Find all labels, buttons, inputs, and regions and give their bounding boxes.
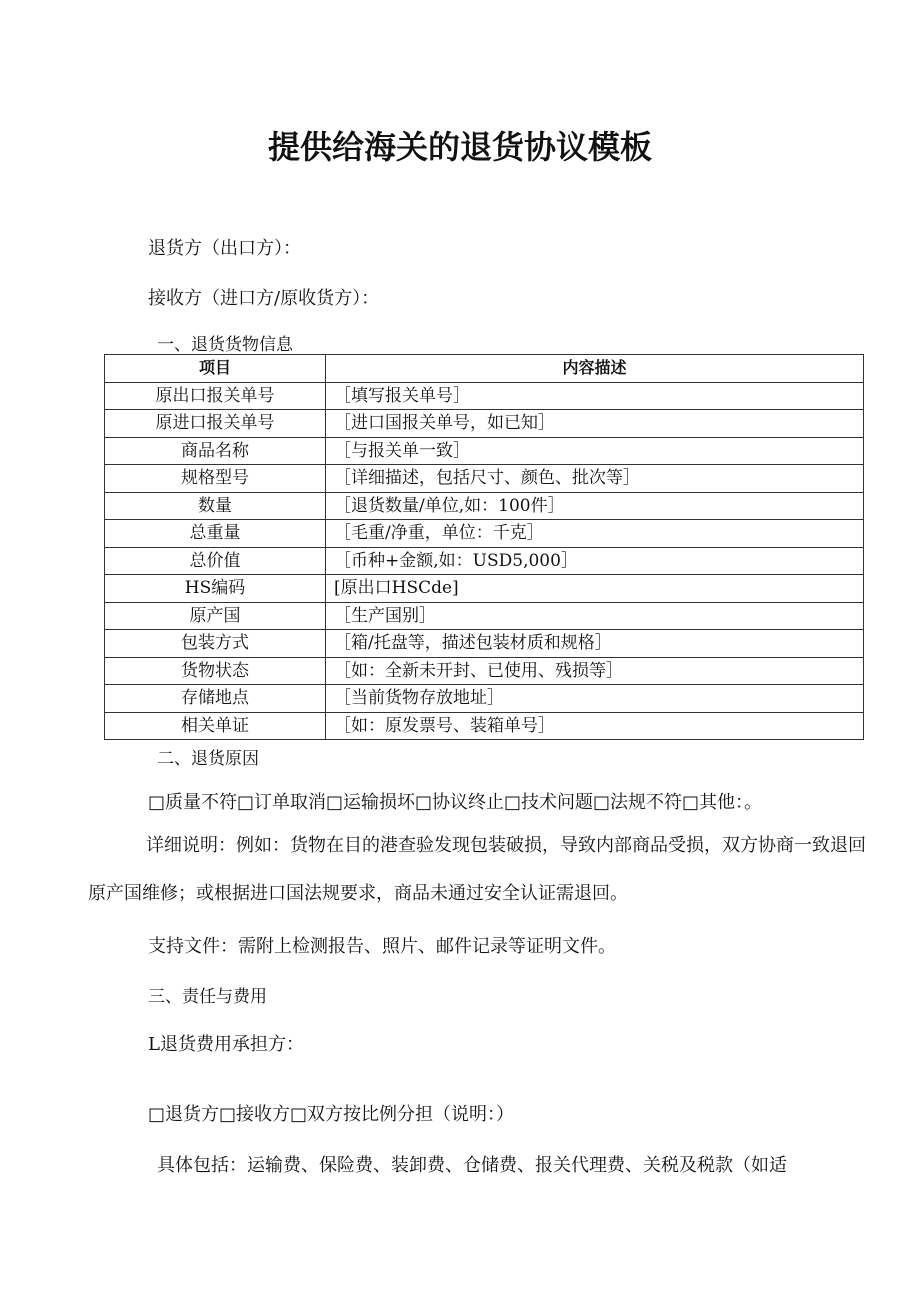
table-row [105,575,864,603]
cost-includes: 具体包括：运输费、保险费、装卸费、仓储费、报关代理费、关税及税款（如适 [157,1155,787,1176]
row-item: 相关单证 [105,712,326,740]
row-description: [原出口HSCde] [326,575,864,603]
receiver-field: 接收方（进口方/原收货方）： [148,288,380,309]
table-row [105,630,864,658]
row-description: ［如：全新未开封、已使用、残损等］ [326,657,864,685]
table-row [105,465,864,493]
row-item: 数量 [105,492,326,520]
row-item: 原进口报关单号 [105,410,326,438]
row-item: 包装方式 [105,630,326,658]
section2-heading: 二、退货原因 [157,749,259,769]
row-description: ［如：原发票号、装箱单号］ [326,712,864,740]
table-row [105,410,864,438]
column-header-item: 项目 [105,355,326,383]
table-row [105,712,864,740]
row-item: HS编码 [105,575,326,603]
row-item: 货物状态 [105,657,326,685]
section1-heading: 一、退货货物信息 [157,335,293,355]
row-description: ［币种+金额,如：USD5,000］ [326,547,864,575]
row-item: 总价值 [105,547,326,575]
row-item: 总重量 [105,520,326,548]
row-description: ［详细描述，包括尺寸、颜色、批次等］ [326,465,864,493]
reason-detail: 详细说明：例如：货物在目的港查验发现包装破损，导致内部商品受损，双方协商一致退回原产国维修；或根据进口国法规要求，商品未通过安全认证需退回。 [88,835,866,904]
page-title: 提供给海关的退货协议模板 [267,128,652,166]
row-description: ［毛重/净重，单位：千克］ [326,520,864,548]
column-header-desc: 内容描述 [326,355,864,383]
cost-bearer-label: L退货费用承担方： [148,1034,304,1055]
row-description: ［填写报关单号］ [326,382,864,410]
table-row [105,547,864,575]
returner-field: 退货方（出口方）： [148,238,301,259]
row-item: 商品名称 [105,437,326,465]
table-row [105,657,864,685]
table-row [105,382,864,410]
row-description: ［退货数量/单位,如：100件］ [326,492,864,520]
goods-info-table [104,354,864,740]
section3-heading: 三、责任与费用 [148,987,267,1007]
row-description: ［生产国别］ [326,602,864,630]
row-description: ［与报关单一致］ [326,437,864,465]
row-item: 存储地点 [105,685,326,713]
table-row [105,602,864,630]
table-row [105,492,864,520]
table-row [105,520,864,548]
reason-options: □质量不符□订单取消□运输损坏□协议终止□技术问题□法规不符□其他：。 [148,792,763,813]
row-item: 原产国 [105,602,326,630]
cost-bearer-options: □退货方□接收方□双方按比例分担（说明：） [148,1104,515,1125]
row-item: 原出口报关单号 [105,382,326,410]
row-description: ［当前货物存放地址］ [326,685,864,713]
row-description: ［进口国报关单号，如已知］ [326,410,864,438]
table-header-row [105,355,864,383]
table-row [105,685,864,713]
row-item: 规格型号 [105,465,326,493]
row-description: ［箱/托盘等，描述包装材质和规格］ [326,630,864,658]
table-row [105,437,864,465]
supporting-documents: 支持文件：需附上检测报告、照片、邮件记录等证明文件。 [148,936,616,957]
